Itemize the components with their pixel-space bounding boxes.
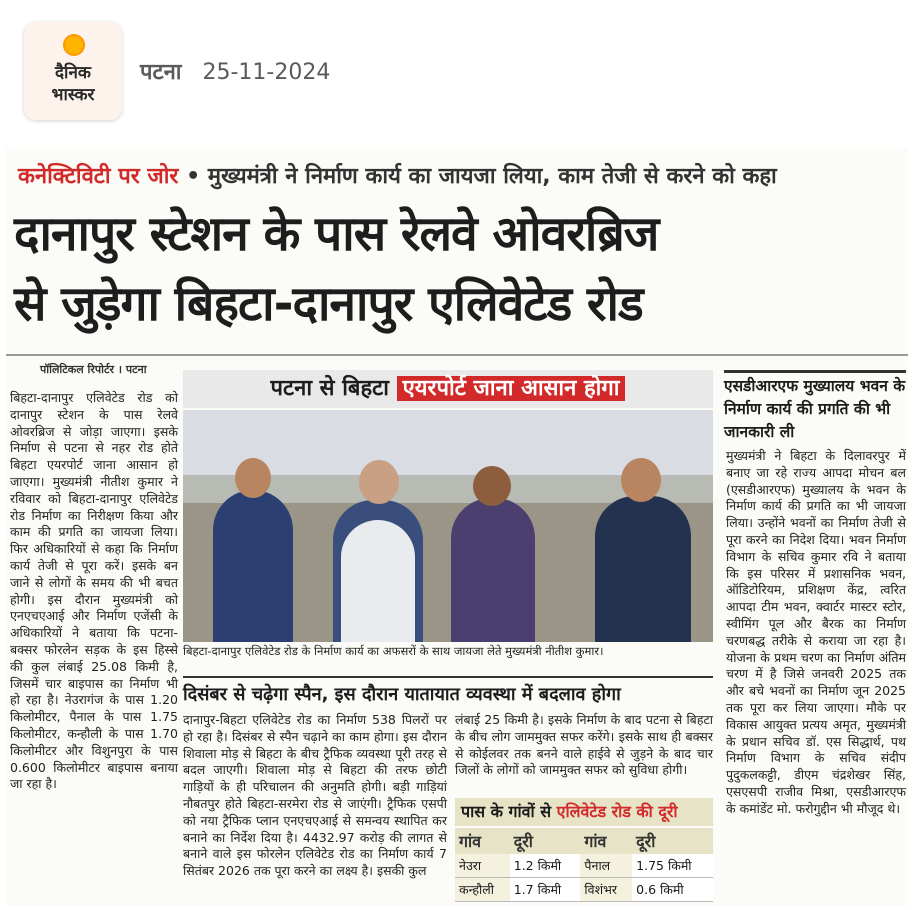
table-header: गांव bbox=[580, 828, 632, 854]
sub-headline: दिसंबर से चढ़ेगा स्पैन, इस दौरान यातायात व्यवस्था में बदलाव होगा bbox=[183, 676, 713, 706]
photo-caption: बिहटा-दानापुर एलिवेटेड रोड के निर्माण कार्य का अफसरों के साथ जायजा लेते मुख्यमंत्री नीतीश कुमार। bbox=[183, 644, 604, 658]
photo-title-part1: पटना से बिहटा bbox=[270, 376, 389, 401]
kicker bbox=[18, 160, 777, 190]
dainik-bhaskar-logo[interactable] bbox=[24, 22, 122, 120]
distance-table bbox=[455, 828, 713, 902]
divider bbox=[6, 354, 908, 356]
photo-title bbox=[183, 370, 713, 408]
right-column-text bbox=[726, 448, 906, 818]
mid-column-1-paragraph: दानापुर-बिहटा एलिवेटेड रोड का निर्माण 538 पिलरों पर हो रहा है। दिसंबर से स्पैन चढ़ाने का काम होगा। इस दौरान शिवाला मोड़ से बिहटा के बीच ट्रैफिक व्यवस्था पूरी तरह से बदल जाएगी। शिवाला मोड़ से बिहटा की तरफ छोटी गाड़ियों के ही परिचालन की अनुमति होगी। बड़ी गाड़ियां नौबतपुर होते बिहटा-सरमेरा रोड से जाएंगी। ट्रैफिक एसपी को नया ट्रैफिक प्लान एनएचएआई से समन्वय स्थापित कर बनाने का निर्देश दिया है। 4432.97 करोड़ की लागत से बनाने वाले इस फोरलेन एलिवेटेड रोड का निर्माण कार्य 7 सितंबर 2026 तक पूरा करने का लक्ष्य है। इसकी कुल bbox=[183, 712, 447, 879]
edition-city: पटना bbox=[140, 60, 182, 85]
table-cell: नेउरा bbox=[455, 854, 510, 878]
table-cell: 1.7 किमी bbox=[510, 878, 581, 902]
mid-column-1-text bbox=[183, 712, 447, 880]
table-header: गांव bbox=[455, 828, 510, 854]
table-cell: 1.2 किमी bbox=[510, 854, 581, 878]
mid-column-2-text bbox=[455, 712, 713, 779]
table-row bbox=[455, 878, 713, 902]
table-cell: कन्हौली bbox=[455, 878, 510, 902]
kicker-label: कनेक्टिविटी पर जोर bbox=[18, 164, 179, 189]
sidebar-headline: एसडीआरएफ मुख्यालय भवन के निर्माण कार्य की प्रगति की भी जानकारी ली bbox=[724, 370, 906, 444]
logo-line2: भास्कर bbox=[51, 85, 95, 105]
person-figure bbox=[451, 498, 535, 642]
headline-line1: दानापुर स्टेशन के पास रेलवे ओवरब्रिज bbox=[14, 206, 659, 262]
sun-icon bbox=[63, 34, 85, 56]
edition-date: 25-11-2024 bbox=[202, 60, 331, 85]
left-column-text bbox=[10, 390, 178, 793]
right-column-paragraph: मुख्यमंत्री ने बिहटा के दिलावरपुर में बनाए जा रहे राज्य आपदा मोचन बल (एसडीआरएफ) मुख्यालय के भवन के निर्माण कार्य की प्रगति का भी जायजा लिया। उन्होंने भवनों का निर्माण तेजी से पूरा करने का निदेश दिया। भवन निर्माण विभाग के सचिव कुमार रवि ने बताया कि इस परिसर में प्रशासनिक भवन, ऑडिटोरियम, प्रशिक्षण केंद्र, त्वरित आपदा टीम भवन, क्वार्टर मास्टर स्टोर, स्वीमिंग पूल और बैरक का निर्माण चरणबद्ध तरीके से कराया जा रहा है। योजना के प्रथम चरण का निर्माण अंतिम चरण में है जिसे जनवरी 2025 तक और बचे भवनों का निर्माण जून 2025 तक पूरा कर लिया जाएगा। मौके पर विकास आयुक्त प्रत्यय अमृत, मुख्यमंत्री के प्रधान सचिव डॉ. एस सिद्धार्थ, पथ निर्माण विभाग के सचिव संदीप पुदुकलकट्टी, डीएम चंद्रशेखर सिंह, एसएसपी राजीव मिश्रा, एसडीआरएफ के कमांडेंट मो. फरोगुद्दीन भी मौजूद थे। bbox=[726, 448, 906, 816]
logo-line1: दैनिक bbox=[55, 63, 91, 83]
table-header: दूरी bbox=[510, 828, 581, 854]
news-photo[interactable] bbox=[183, 410, 713, 642]
header-bar bbox=[0, 0, 913, 140]
table-header: दूरी bbox=[632, 828, 713, 854]
table-title-part2: एलिवेटेड रोड की दूरी bbox=[556, 802, 678, 821]
byline: पॉलिटिकल रिपोर्टर । पटना bbox=[40, 363, 147, 376]
table-cell: 0.6 किमी bbox=[632, 878, 713, 902]
person-head bbox=[621, 458, 661, 502]
person-head bbox=[473, 466, 511, 506]
newspaper-clipping bbox=[6, 148, 908, 906]
edition-meta bbox=[140, 56, 330, 86]
table-cell: 1.75 किमी bbox=[632, 854, 713, 878]
table-cell: पैनाल bbox=[580, 854, 632, 878]
distance-table-title bbox=[455, 798, 713, 826]
table-cell: विशंभर bbox=[580, 878, 632, 902]
headline-line2: से जुड़ेगा बिहटा-दानापुर एलिवेटेड रोड bbox=[14, 276, 643, 332]
table-header-row bbox=[455, 828, 713, 854]
photo-title-part2: एयरपोर्ट जाना आसान होगा bbox=[397, 376, 626, 401]
left-column-paragraph: बिहटा-दानापुर एलिवेटेड रोड को दानापुर स्टेशन के पास रेलवे ओवरब्रिज से जोड़ा जाएगा। इसके निर्माण से पटना से नहर रोड होते बिहटा एयरपोर्ट जाना आसान हो जाएगा। मुख्यमंत्री नीतीश कुमार ने रविवार को बिहटा-दानापुर एलिवेटेड रोड निर्माण का निरीक्षण किया और काम की प्रगति का जायजा लिया। फिर अधिकारियों से कहा कि निर्माण कार्य तेजी से पूरा करें। इसके बन जाने से लोगों के समय की भी बचत होगी। इस दौरान मुख्यमंत्री को एनएचएआई और निर्माण एजेंसी के अधिकारियों ने बताया कि पटना-बक्सर फोरलेन सड़क के इस हिस्से की कुल लंबाई 25.08 किमी है, जिसमें चार बाइपास का निर्माण भी हो रहा है। नेउरागंज के पास 1.20 किलोमीटर, पैनाल के पास 1.75 किलोमीटर, कन्हौली के पास 1.70 किलोमीटर और विशुनपुरा के पास 0.600 किलोमीटर बाइपास बनाया जा रहा है। bbox=[10, 390, 178, 792]
person-head bbox=[359, 460, 399, 504]
person-figure bbox=[595, 496, 691, 642]
table-title-part1: पास के गांवों से bbox=[461, 802, 552, 821]
person-head bbox=[235, 458, 271, 498]
mid-column-2-paragraph: लंबाई 25 किमी है। इसके निर्माण के बाद पटना से बिहटा के बीच लोग जाममुक्त सफर करेंगे। इसके साथ ही बक्सर से कोईलवर तक बनने वाले हाईवे से जुड़ने के बाद चार जिलों के लोगों को जाममुक्त सफर को सुविधा होगी। bbox=[455, 712, 713, 778]
kicker-text: • मुख्यमंत्री ने निर्माण कार्य का जायजा लिया, काम तेजी से करने को कहा bbox=[186, 164, 777, 189]
table-row bbox=[455, 854, 713, 878]
person-figure bbox=[213, 490, 293, 642]
person-figure bbox=[341, 520, 415, 642]
